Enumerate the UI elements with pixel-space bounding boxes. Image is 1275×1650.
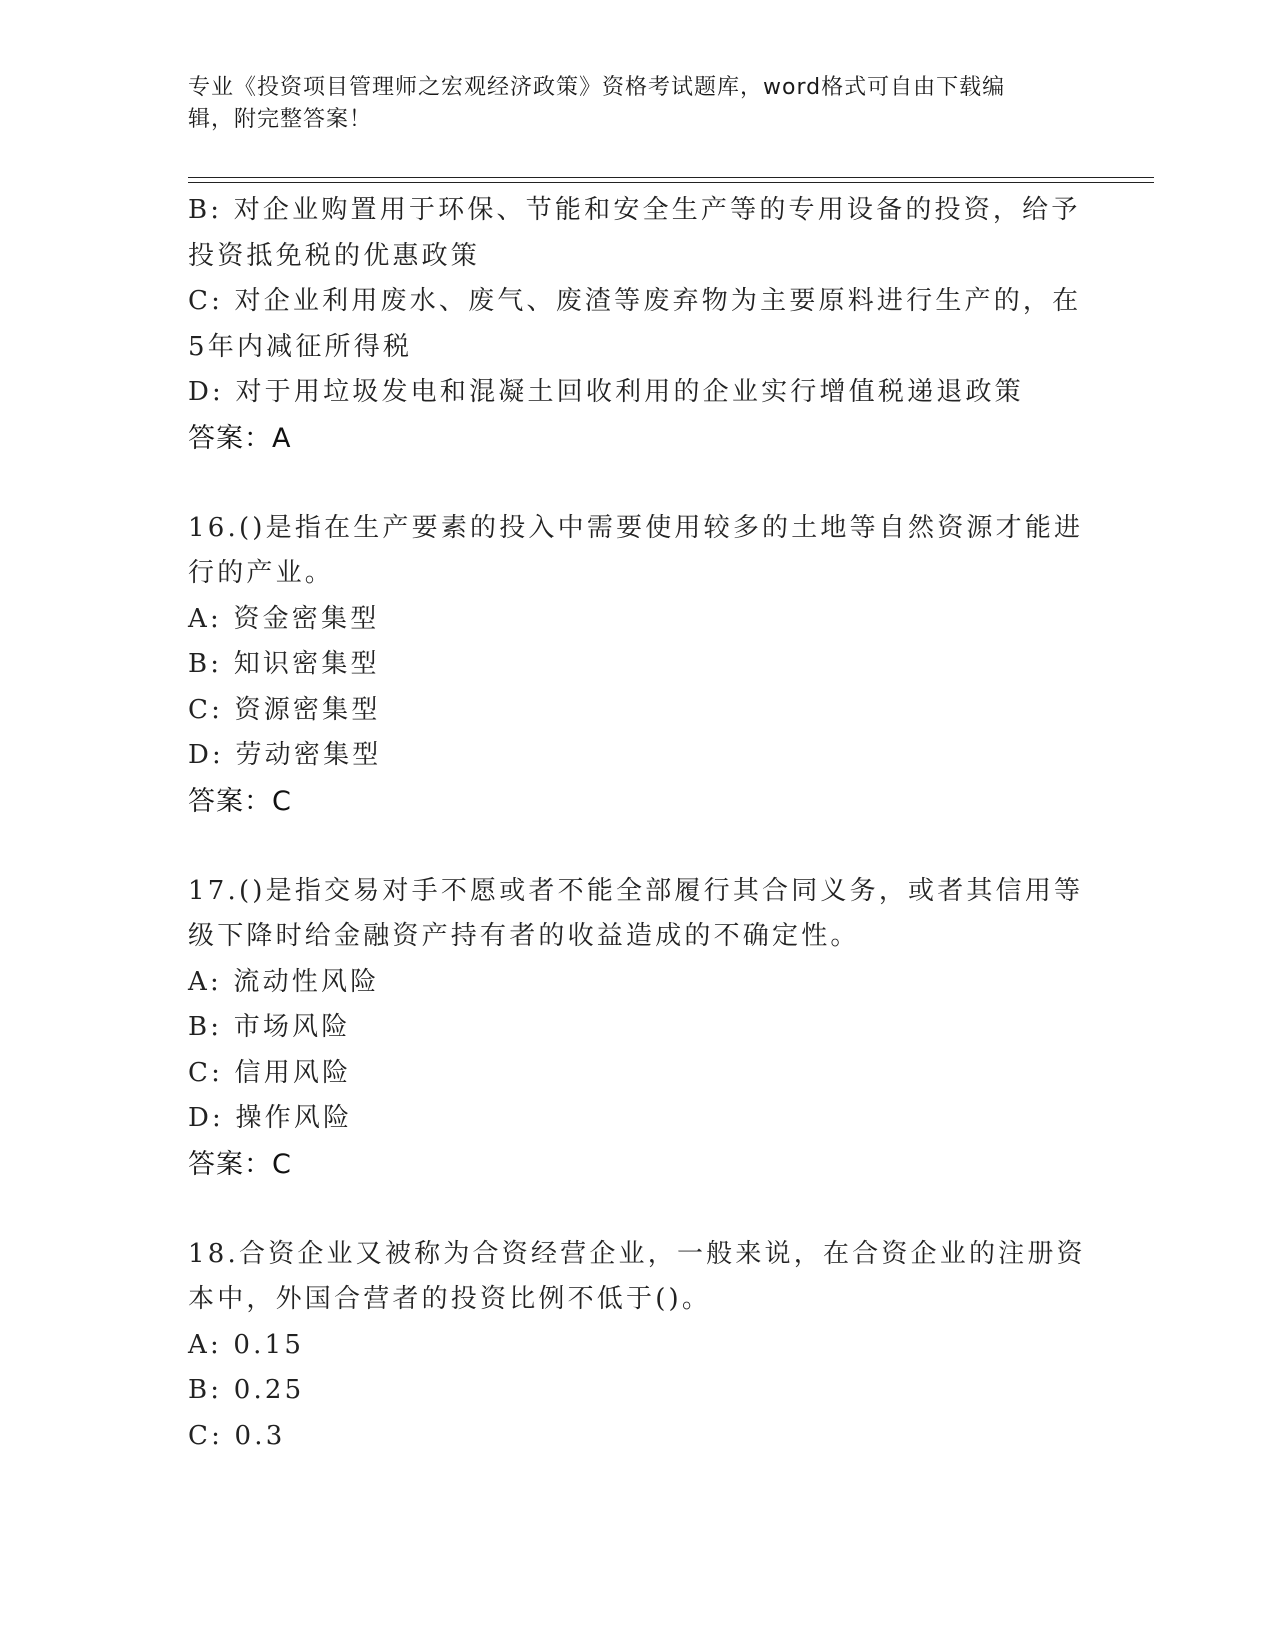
question-stem-continued: 本中，外国合营者的投资比例不低于()。 xyxy=(188,1284,712,1314)
option-b-continued: 投资抵免税的优惠政策 xyxy=(188,240,481,271)
question-body xyxy=(188,188,1088,1459)
header-line-1: 专业《投资项目管理师之宏观经济政策》资格考试题库，word格式可自由下载编 xyxy=(188,75,1006,100)
option-c: C: 对企业利用废水、废气、废渣等废弃物为主要原料进行生产的，在 xyxy=(188,286,1082,316)
option-b: B: 0.25 xyxy=(188,1375,305,1405)
option-c-continued: 5年内减征所得税 xyxy=(188,331,413,362)
option-b: B: 市场风险 xyxy=(188,1012,351,1042)
answer-line: 答案：C xyxy=(188,785,292,817)
option-a: A: 0.15 xyxy=(188,1329,305,1360)
option-c: C: 0.3 xyxy=(188,1420,286,1451)
option-b: B: 对企业购置用于环保、节能和安全生产等的专用设备的投资，给予 xyxy=(188,195,1081,225)
prev-question-block xyxy=(188,188,1088,462)
header-rule-top xyxy=(188,177,1154,178)
question-17 xyxy=(188,869,1088,1188)
question-stem: 16.()是指在生产要素的投入中需要使用较多的土地等自然资源才能进 xyxy=(188,512,1084,543)
option-c: C: 资源密集型 xyxy=(188,694,381,725)
question-18 xyxy=(188,1232,1088,1460)
option-d: D: 劳动密集型 xyxy=(188,740,382,770)
question-stem-continued: 行的产业。 xyxy=(188,558,335,588)
option-b: B: 知识密集型 xyxy=(188,649,380,679)
answer-line: 答案：C xyxy=(188,1148,292,1180)
option-a: A: 流动性风险 xyxy=(188,966,380,997)
option-d: D: 对于用垃圾发电和混凝土回收利用的企业实行增值税递退政策 xyxy=(188,377,1024,407)
question-16 xyxy=(188,506,1088,825)
answer-line: 答案：A xyxy=(188,422,292,454)
question-stem: 18.合资企业又被称为合资经营企业，一般来说，在合资企业的注册资 xyxy=(188,1238,1086,1269)
question-stem-continued: 级下降时给金融资产持有者的收益造成的不确定性。 xyxy=(188,921,860,951)
option-c: C: 信用风险 xyxy=(188,1057,352,1088)
option-d: D: 操作风险 xyxy=(188,1103,353,1133)
option-a: A: 资金密集型 xyxy=(188,603,380,634)
header-rule-bottom xyxy=(188,182,1154,183)
header-line-2: 辑，附完整答案！ xyxy=(188,107,373,132)
document-header xyxy=(188,72,1068,136)
question-stem: 17.()是指交易对手不愿或者不能全部履行其合同义务，或者其信用等 xyxy=(188,875,1084,906)
